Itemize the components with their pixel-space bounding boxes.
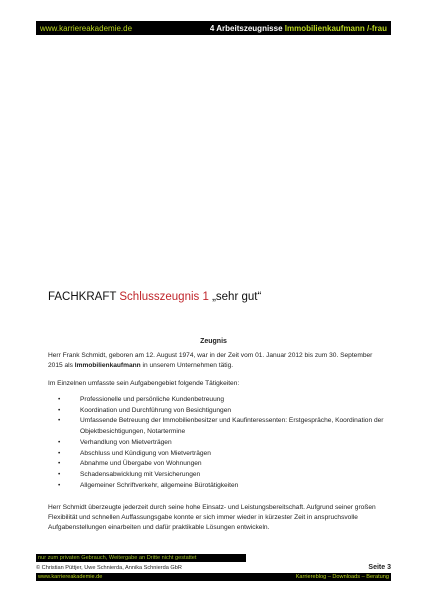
- bullet-icon: •: [58, 460, 61, 468]
- header-title: [210, 24, 387, 33]
- bullet-icon: •: [58, 438, 61, 446]
- bullet-icon: •: [58, 449, 61, 457]
- bullet-icon: •: [58, 481, 61, 489]
- task-text: Abnahme und Übergabe von Wohnungen: [80, 460, 202, 468]
- header-site-link[interactable]: www.karriereakademie.de: [40, 23, 133, 33]
- footer-notice: nur zum privaten Gebrauch, Weitergabe an Dritte nicht gestattet: [36, 554, 246, 562]
- task-text: Verhandlung von Mietverträgen: [80, 438, 172, 446]
- closing-paragraph: Herr Schmidt überzeugte jederzeit durch seine hohe Einsatz- und Leistungsbereitschaft. Aufgrund seiner großen Flexibilität und schnellen Auffassungsgabe konnte er sich immer wieder in kürzester Zeit in anspruchsvolle Aufgabenstellungen einarbeiten und dafür praktikable Lösungen entwickeln.: [48, 504, 376, 531]
- section-heading-red: Schlusszeugnis 1: [119, 291, 209, 303]
- page-number: Seite 3: [368, 564, 391, 571]
- bullet-icon: •: [58, 470, 61, 478]
- footer-credits: [36, 563, 391, 572]
- footer-category: Karriereblog – Downloads – Beratung: [295, 574, 389, 580]
- footer-bar: [36, 573, 391, 581]
- header-title-prefix: 4 Arbeitszeugnisse: [209, 23, 283, 33]
- tasks-intro: Im Einzelnen umfasste sein Aufgabengebiet folgende Tätigkeiten:: [48, 380, 240, 387]
- list-item: [48, 449, 388, 460]
- intro-job-title: Immobilienkaufmann: [74, 362, 141, 369]
- header-bar: [36, 21, 391, 35]
- intro-text-after: in unserem Unternehmen tätig.: [140, 362, 234, 369]
- task-text: Abschluss und Kündigung von Mietverträgen: [80, 449, 211, 457]
- section-heading-prefix: FACHKRAFT: [48, 291, 117, 303]
- footer-site-link[interactable]: www.karriereakademie.de: [38, 574, 103, 580]
- task-text: Schadensabwicklung mit Versicherungen: [80, 470, 201, 478]
- bullet-icon: •: [58, 417, 61, 425]
- task-text: Allgemeiner Schriftverkehr, allgemeine Bürotätigkeiten: [80, 481, 239, 489]
- task-list: [48, 395, 388, 491]
- list-item: [48, 406, 388, 417]
- bullet-icon: •: [58, 396, 61, 403]
- document-title: Zeugnis: [200, 338, 227, 345]
- intro-paragraph: [48, 351, 384, 371]
- section-heading-suffix: „sehr gut“: [212, 291, 262, 303]
- list-item: [48, 470, 388, 481]
- task-text: Umfassende Betreuung der Immobilienbesitzer und Kaufinteressenten: Erstgespräche, Koordination der Objektbesichtigungen, Notartermine: [80, 417, 384, 436]
- list-item: [48, 395, 388, 406]
- section-heading: [48, 291, 261, 303]
- footer-copyright: © Christian Püttjer, Uwe Schnierda, Annika Schnierda GbR: [36, 564, 182, 571]
- task-text: Koordination und Durchführung von Besichtigungen: [80, 406, 232, 414]
- list-item: [48, 459, 388, 470]
- bullet-icon: •: [58, 406, 61, 414]
- task-text: Professionelle und persönliche Kundenbetreuung: [80, 396, 225, 403]
- header-title-accent: Immobilienkaufmann /-frau: [284, 23, 387, 33]
- list-item: [48, 481, 388, 492]
- list-item: [48, 416, 388, 437]
- list-item: [48, 438, 388, 449]
- intro-text-before: Herr Frank Schmidt, geboren am 12. August 1974, war in der Zeit vom 01. Januar 2012 bis zum 30. September 2015 als: [48, 352, 373, 369]
